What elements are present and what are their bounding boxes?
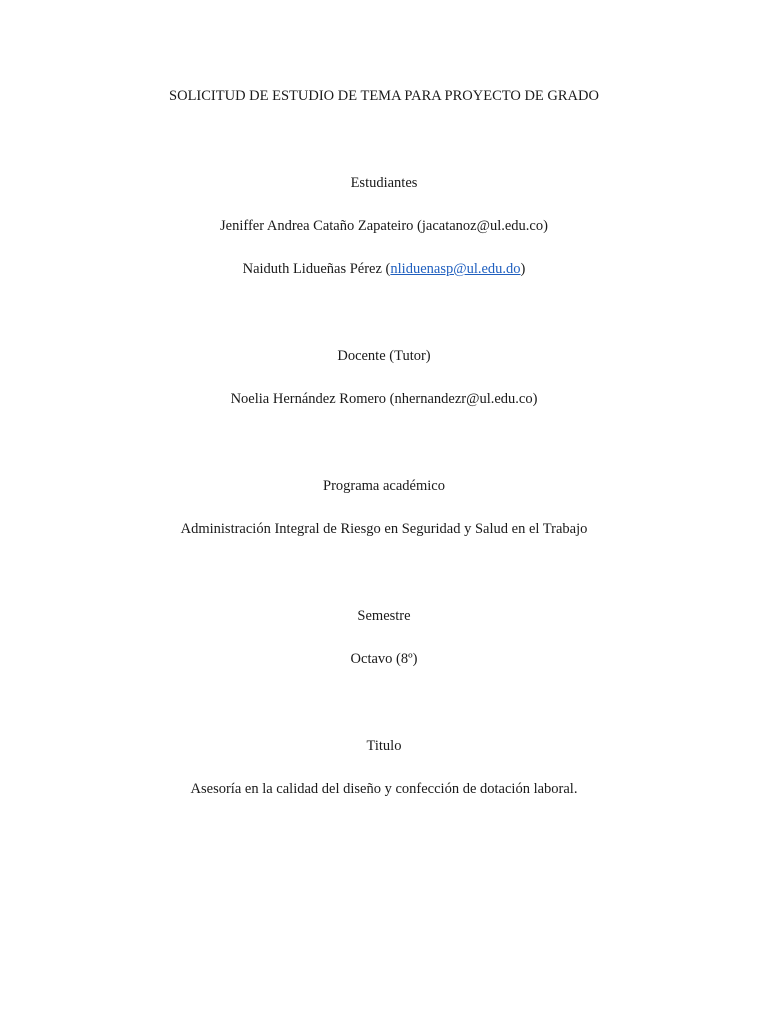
tutor-heading: Docente (Tutor) (337, 348, 431, 364)
program-name: Administración Integral de Riesgo en Seguridad y Salud en el Trabajo (180, 521, 588, 537)
title-value: Asesoría en la calidad del diseño y confección de dotación laboral. (190, 781, 578, 797)
semester-heading: Semestre (357, 608, 411, 624)
program-heading: Programa académico (323, 478, 445, 494)
title-heading: Titulo (366, 738, 402, 754)
document-title: SOLICITUD DE ESTUDIO DE TEMA PARA PROYECTO DE GRADO (169, 88, 599, 104)
student-2 (0, 260, 768, 278)
student-2-name: Naiduth Lidueñas Pérez ( (242, 261, 391, 277)
students-heading: Estudiantes (350, 175, 418, 191)
student-2-close-paren: ) (520, 261, 526, 277)
student-1: Jeniffer Andrea Cataño Zapateiro (jacatanoz@ul.edu.co) (220, 218, 548, 234)
tutor-name: Noelia Hernández Romero (nhernandezr@ul.edu.co) (230, 391, 538, 407)
student-2-email-link[interactable]: nliduenasp@ul.edu.do (390, 261, 521, 277)
semester-value: Octavo (8º) (350, 651, 418, 667)
